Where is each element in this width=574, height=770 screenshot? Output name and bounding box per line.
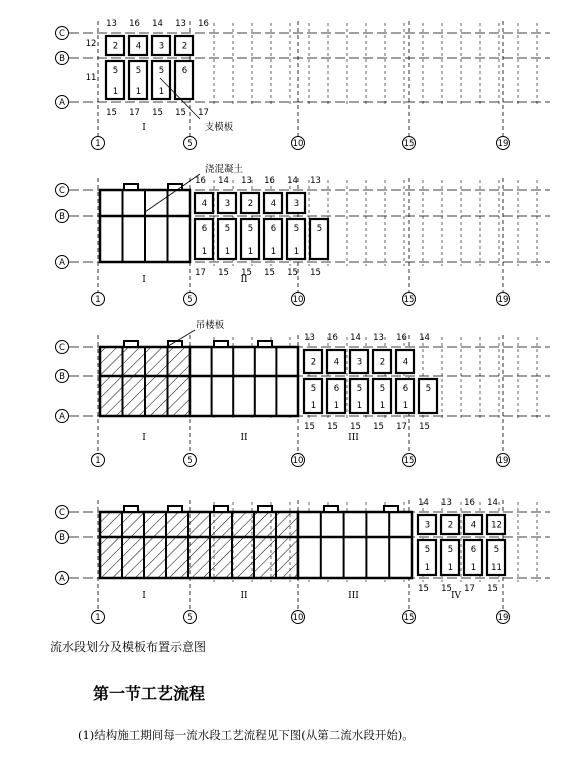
segment-label-III: III (348, 591, 359, 601)
lower-panel-mark: 1 (470, 563, 477, 573)
segment-label-IV: IV (450, 591, 462, 601)
bottom-panel-size: 15 (310, 268, 321, 278)
column-bump (214, 341, 228, 347)
upper-panel-number: 2 (112, 41, 119, 52)
column-bump (258, 506, 272, 512)
lower-panel-mark: 1 (135, 87, 142, 97)
axis-col-19-label: 19 (497, 295, 509, 305)
column-bump (324, 506, 338, 512)
segment-label-I: I (142, 591, 146, 601)
axis-row-B-label: B (59, 212, 65, 222)
lower-panel-mark: 1 (379, 401, 386, 411)
lower-panel-mark: 1 (270, 247, 277, 257)
segment-label-II: II (240, 275, 248, 285)
annotation-hanging-slab: 吊楼板 (195, 320, 225, 331)
lower-panel-number: 5 (447, 545, 454, 555)
axis-col-19-label: 19 (497, 456, 509, 466)
axis-row-B-label: B (59, 372, 65, 382)
upper-panel-number: 2 (379, 357, 386, 368)
segment-label-I: I (142, 433, 146, 443)
lower-panel-number: 6 (402, 384, 409, 394)
axis-col-5-label: 5 (187, 295, 193, 305)
bottom-panel-size: 17 (195, 268, 206, 278)
top-panel-size: 14 (218, 176, 229, 186)
segment-label-I: I (142, 123, 146, 133)
axis-row-C-label: C (59, 29, 65, 39)
upper-panel-number: 4 (470, 520, 477, 531)
lower-panel-number: 6 (201, 224, 208, 234)
top-panel-size: 14 (487, 498, 498, 508)
lower-panel-mark: 1 (112, 87, 119, 97)
bottom-panel-size: 15 (350, 422, 361, 432)
bottom-panel-size: 15 (304, 422, 315, 432)
top-panel-size: 16 (327, 333, 338, 343)
bottom-panel-size: 15 (287, 268, 298, 278)
column-bump (124, 506, 138, 512)
side-size-upper: 12 (85, 39, 97, 49)
top-panel-size: 16 (464, 498, 475, 508)
bottom-panel-size: 15 (175, 108, 186, 118)
axis-col-15-label: 15 (403, 613, 415, 623)
lower-panel-number: 5 (224, 224, 231, 234)
bottom-panel-size: 17 (129, 108, 140, 118)
axis-col-10-label: 10 (292, 295, 304, 305)
lower-panel-number: 6 (470, 545, 477, 555)
section-title: 第一节工艺流程 (93, 684, 206, 703)
top-panel-size: 16 (195, 176, 206, 186)
upper-panel-number: 4 (333, 357, 340, 368)
top-panel-size: 13 (304, 333, 315, 343)
top-panel-size: 14 (152, 19, 163, 29)
lower-panel-mark: 1 (201, 247, 208, 257)
bottom-panel-size: 15 (419, 422, 430, 432)
top-panel-size: 13 (373, 333, 384, 343)
top-panel-size: 13 (106, 19, 117, 29)
lower-panel-mark: 11 (491, 563, 502, 573)
bottom-panel-size: 15 (373, 422, 384, 432)
axis-col-15-label: 15 (403, 139, 415, 149)
poured-block (190, 347, 298, 416)
upper-panel-number: 2 (447, 520, 454, 531)
annotation-pour-concrete: 浇混凝土 (204, 164, 244, 175)
top-panel-size: 13 (241, 176, 252, 186)
bottom-panel-size: 17 (198, 108, 209, 118)
axis-col-1-label: 1 (95, 139, 101, 149)
lower-panel-number: 6 (270, 224, 277, 234)
axis-col-10-label: 10 (292, 456, 304, 466)
lower-panel-number: 5 (424, 545, 431, 555)
column-bump (214, 506, 228, 512)
axis-col-10-label: 10 (292, 139, 304, 149)
lower-panel-number: 5 (379, 384, 386, 394)
bottom-panel-size: 15 (241, 268, 252, 278)
lower-panel-mark: 1 (224, 247, 231, 257)
segment-label-III: III (348, 433, 359, 443)
lower-panel-mark: 1 (158, 87, 165, 97)
top-panel-size: 16 (198, 19, 209, 29)
bottom-panel-size: 15 (327, 422, 338, 432)
axis-col-1-label: 1 (95, 613, 101, 623)
lower-panel-number: 5 (425, 384, 432, 394)
lower-panel-mark: 1 (447, 563, 454, 573)
lower-panel-number: 5 (293, 224, 300, 234)
upper-panel-number: 3 (424, 520, 431, 531)
poured-block (100, 512, 298, 578)
top-panel-size: 16 (129, 19, 140, 29)
axis-row-B-label: B (59, 533, 65, 543)
axis-col-10-label: 10 (292, 613, 304, 623)
bottom-panel-size: 15 (264, 268, 275, 278)
axis-row-A-label: A (59, 258, 65, 268)
lower-panel-number: 5 (135, 66, 142, 76)
lower-panel-number: 6 (333, 384, 340, 394)
segment-label-I: I (142, 275, 146, 285)
upper-panel-number: 3 (293, 199, 300, 209)
axis-col-19-label: 19 (497, 613, 509, 623)
bottom-panel-size: 17 (464, 584, 475, 594)
lower-panel-mark: 1 (356, 401, 363, 411)
side-size-lower: 11 (85, 73, 97, 83)
column-bump (124, 341, 138, 347)
lower-panel-number: 5 (316, 224, 323, 234)
segment-label-II: II (240, 591, 248, 601)
upper-panel-number: 4 (135, 41, 142, 52)
segment-label-II: II (240, 433, 248, 443)
axis-col-1-label: 1 (95, 295, 101, 305)
axis-row-A-label: A (59, 412, 65, 422)
top-panel-size: 13 (310, 176, 321, 186)
top-panel-size: 16 (264, 176, 275, 186)
lower-panel-mark: 1 (310, 401, 317, 411)
axis-row-A-label: A (59, 98, 65, 108)
bottom-panel-size: 15 (106, 108, 117, 118)
axis-col-1-label: 1 (95, 456, 101, 466)
column-bump (258, 341, 272, 347)
column-bump (124, 184, 138, 190)
diagram-caption: 流水段划分及模板布置示意图 (50, 640, 207, 654)
axis-col-5-label: 5 (187, 456, 193, 466)
lower-panel-number: 5 (158, 66, 165, 76)
bottom-panel-size: 15 (441, 584, 452, 594)
top-panel-size: 14 (419, 333, 430, 343)
bottom-panel-size: 15 (218, 268, 229, 278)
lower-panel-number: 6 (181, 66, 188, 76)
top-panel-size: 13 (175, 19, 186, 29)
bottom-panel-size: 15 (152, 108, 163, 118)
bottom-panel-size: 17 (396, 422, 407, 432)
lower-panel-number: 5 (493, 545, 500, 555)
top-panel-size: 13 (441, 498, 452, 508)
top-panel-size: 16 (396, 333, 407, 343)
bottom-panel-size: 15 (418, 584, 429, 594)
upper-panel-number: 2 (247, 199, 254, 209)
upper-panel-number: 12 (491, 520, 502, 531)
upper-panel-number: 2 (310, 357, 317, 368)
lower-panel-mark: 1 (293, 247, 300, 257)
upper-panel-number: 3 (224, 199, 231, 209)
top-panel-size: 14 (287, 176, 298, 186)
top-panel-size: 14 (350, 333, 361, 343)
axis-row-B-label: B (59, 54, 65, 64)
axis-col-15-label: 15 (403, 456, 415, 466)
axis-col-5-label: 5 (187, 139, 193, 149)
axis-row-C-label: C (59, 186, 65, 196)
upper-panel-number: 4 (270, 199, 277, 209)
process-paragraph: (1)结构施工期间每一流水段工艺流程见下图(从第二流水段开始)。 (78, 728, 414, 742)
axis-row-C-label: C (59, 343, 65, 353)
upper-panel-number: 4 (402, 357, 409, 368)
upper-panel-number: 4 (201, 199, 208, 209)
column-bump (168, 506, 182, 512)
lower-panel-mark: 1 (424, 563, 431, 573)
lower-panel-mark: 1 (247, 247, 254, 257)
upper-panel-number: 3 (356, 357, 363, 368)
lower-panel-number: 5 (112, 66, 119, 76)
annotation-support-formwork: 支模板 (204, 122, 234, 133)
upper-panel-number: 2 (181, 41, 188, 52)
axis-col-15-label: 15 (403, 295, 415, 305)
axis-col-5-label: 5 (187, 613, 193, 623)
axis-row-A-label: A (59, 574, 65, 584)
lower-panel-number: 5 (356, 384, 363, 394)
top-panel-size: 14 (418, 498, 429, 508)
column-bump (384, 506, 398, 512)
column-bump (168, 184, 182, 190)
upper-panel-number: 3 (158, 41, 165, 52)
lower-panel-mark: 1 (333, 401, 340, 411)
lower-panel-number: 5 (247, 224, 254, 234)
bottom-panel-size: 15 (487, 584, 498, 594)
axis-row-C-label: C (59, 508, 65, 518)
lower-panel-number: 5 (310, 384, 317, 394)
poured-block (298, 512, 412, 578)
lower-panel-mark: 1 (402, 401, 409, 411)
axis-col-19-label: 19 (497, 139, 509, 149)
